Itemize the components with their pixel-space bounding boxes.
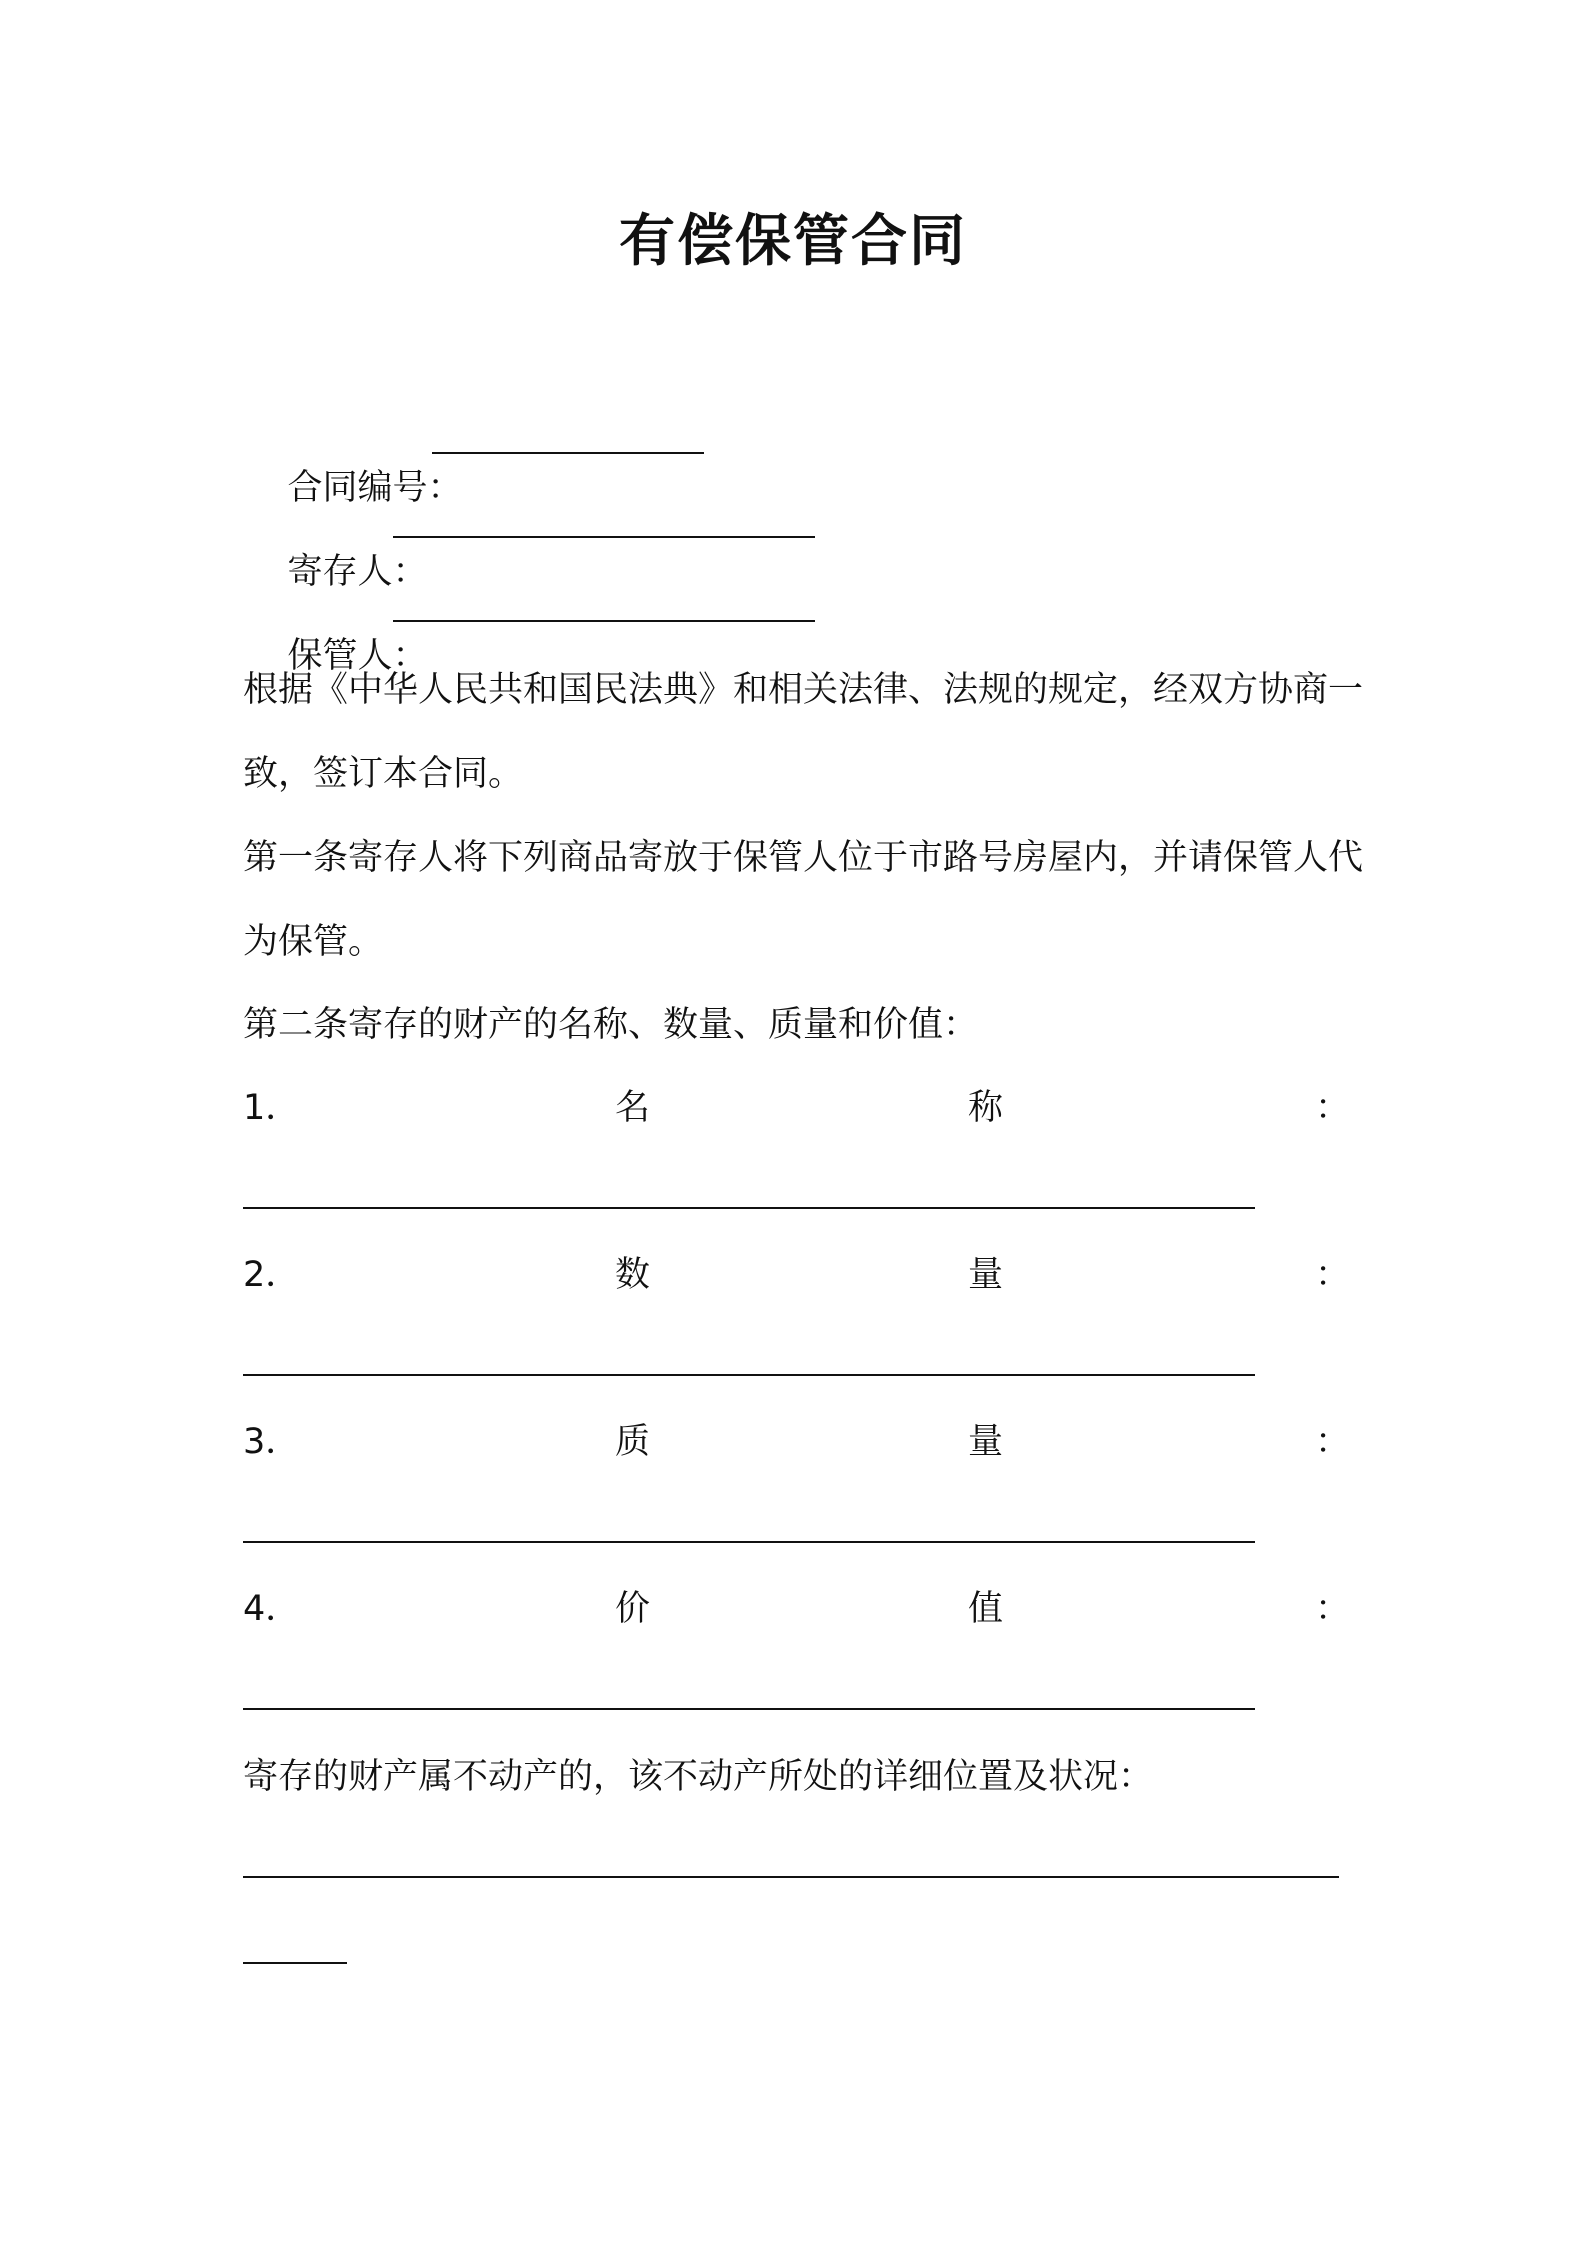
item-label-char: 数 [615, 1255, 651, 1295]
item-number: 3． [243, 1422, 301, 1462]
item-4-row [243, 1584, 1351, 1634]
custodian-label: 保管人： [287, 636, 428, 676]
item-4-blank[interactable] [243, 1708, 1255, 1710]
item-label-char: 值 [968, 1589, 1004, 1629]
item-2-row [243, 1250, 1351, 1300]
item-number: 4． [243, 1589, 301, 1629]
item-3-row [243, 1417, 1351, 1467]
item-colon: ： [1315, 1422, 1351, 1462]
item-label-char: 称 [968, 1088, 1004, 1128]
item-colon: ： [1315, 1589, 1351, 1629]
article-1-paragraph: 第一条寄存人将下列商品寄放于保管人位于市路号房屋内，并请保管人代为保管。 [243, 838, 1364, 962]
depositor-blank[interactable] [393, 536, 815, 538]
contract-number-label: 合同编号： [287, 468, 463, 508]
contract-number-blank[interactable] [432, 452, 704, 454]
item-label-char: 名 [615, 1088, 651, 1128]
item-3-blank[interactable] [243, 1541, 1255, 1543]
item-colon: ： [1315, 1088, 1351, 1128]
article-2-heading: 第二条寄存的财产的名称、数量、质量和价值： [243, 1005, 979, 1045]
real-estate-heading: 寄存的财产属不动产的，该不动产所处的详细位置及状况： [243, 1757, 1154, 1797]
preamble-paragraph: 根据《中华人民共和国民法典》和相关法律、法规的规定，经双方协商一致，签订本合同。 [243, 670, 1364, 794]
document-title: 有偿保管合同 [619, 209, 967, 274]
item-label-char: 量 [968, 1255, 1004, 1295]
item-label-char: 价 [615, 1589, 651, 1629]
depositor-label: 寄存人： [287, 552, 428, 592]
item-number: 2． [243, 1255, 301, 1295]
item-label-char: 量 [968, 1422, 1004, 1462]
item-colon: ： [1315, 1255, 1351, 1295]
item-1-row [243, 1083, 1351, 1133]
real-estate-blank[interactable] [243, 1876, 1339, 1878]
real-estate-blank-continued[interactable] [243, 1962, 347, 1964]
item-label-char: 质 [615, 1422, 651, 1462]
item-2-blank[interactable] [243, 1374, 1255, 1376]
item-number: 1． [243, 1088, 301, 1128]
custodian-blank[interactable] [393, 620, 815, 622]
item-1-blank[interactable] [243, 1207, 1255, 1209]
